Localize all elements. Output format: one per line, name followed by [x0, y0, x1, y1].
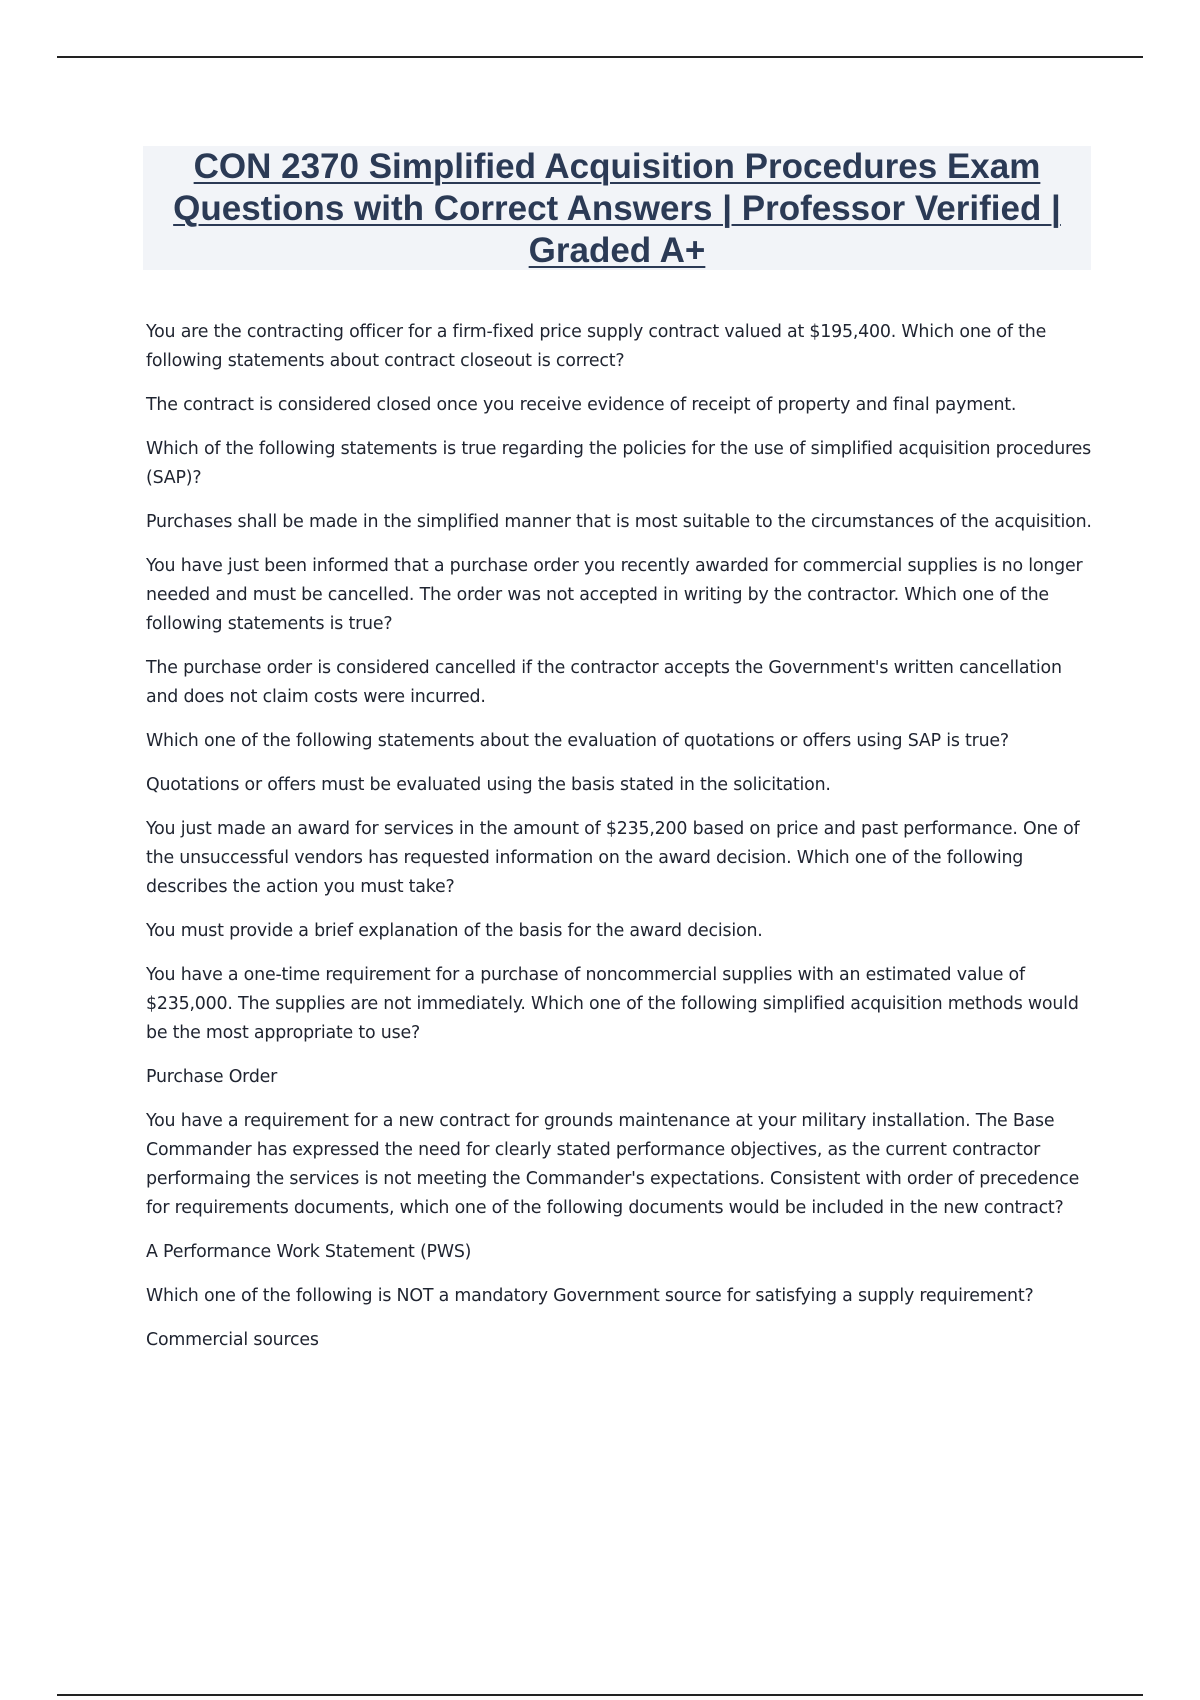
answer-6: Purchase Order	[146, 1067, 278, 1087]
answer-3: The purchase order is considered cancelled if the contractor accepts the Government's written cancellation and does not claim costs were incurred.	[146, 658, 1062, 707]
title-banner	[143, 146, 1091, 270]
question-6: You have a one-time requirement for a purchase of noncommercial supplies with an estimated value of $235,000. The supplies are not immediately. Which one of the following simplified acquisition methods would be the most appropriate to use?	[146, 965, 1079, 1043]
answer-7: A Performance Work Statement (PWS)	[146, 1242, 472, 1262]
footer-divider	[57, 1694, 1143, 1696]
question-5: You just made an award for services in the amount of $235,200 based on price and past performance. One of the unsuccessful vendors has requested information on the award decision. Which one of the following describes the action you must take?	[146, 819, 1080, 897]
answer-4: Quotations or offers must be evaluated using the basis stated in the solicitation.	[146, 775, 831, 795]
question-4: Which one of the following statements about the evaluation of quotations or offers using SAP is true?	[146, 731, 1009, 751]
answer-8: Commercial sources	[146, 1330, 319, 1350]
question-8: Which one of the following is NOT a mandatory Government source for satisfying a supply requirement?	[146, 1286, 1034, 1306]
question-2: Which of the following statements is true regarding the policies for the use of simplified acquisition procedures (SAP)?	[146, 439, 1091, 488]
question-1: You are the contracting officer for a firm-fixed price supply contract valued at $195,400. Which one of the following statements about contract closeout is correct?	[146, 322, 1047, 371]
answer-1: The contract is considered closed once you receive evidence of receipt of property and final payment.	[146, 395, 1017, 415]
qa-content	[146, 318, 1096, 1370]
header-divider	[57, 56, 1143, 58]
answer-2: Purchases shall be made in the simplified manner that is most suitable to the circumstances of the acquisition.	[146, 512, 1092, 532]
question-3: You have just been informed that a purchase order you recently awarded for commercial supplies is no longer needed and must be cancelled. The order was not accepted in writing by the contractor. Which one of the following statements is true?	[146, 556, 1083, 634]
answer-5: You must provide a brief explanation of the basis for the award decision.	[146, 921, 763, 941]
question-7: You have a requirement for a new contract for grounds maintenance at your military installation. The Base Commander has expressed the need for clearly stated performance objectives, as the current contractor performaing the services is not meeting the Commander's expectations. Consistent with order of precedence for requirements documents, which one of the following documents would be included in the new contract?	[146, 1111, 1080, 1218]
document-title: CON 2370 Simplified Acquisition Procedures Exam Questions with Correct Answers | Professor Verified | Graded A+	[173, 147, 1061, 270]
